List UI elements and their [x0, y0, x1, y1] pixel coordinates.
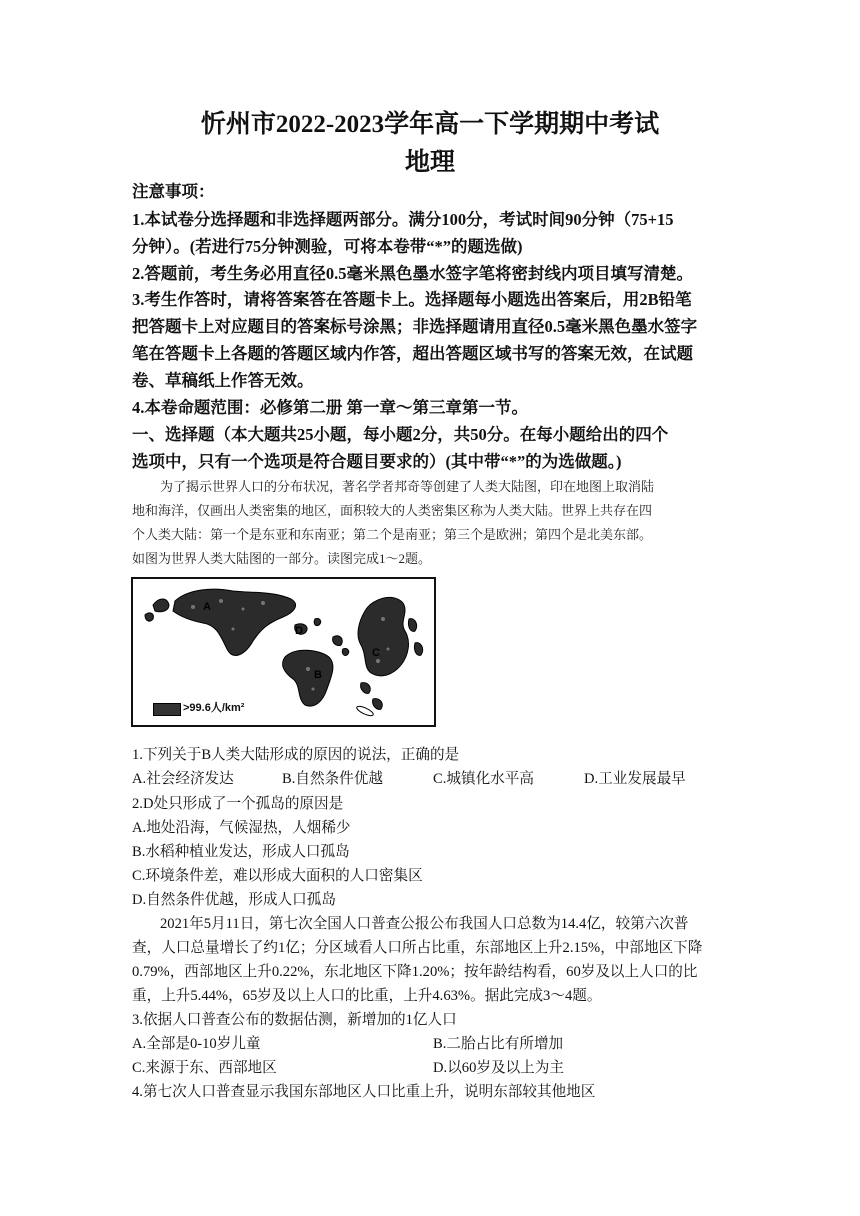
answer-option: D.自然条件优越，形成人口孤岛	[132, 892, 336, 908]
answer-option: D.工业发展最早	[584, 771, 686, 787]
question-stem: 4.第七次人口普查显示我国东部地区人口比重上升，说明东部较其他地区	[132, 1084, 596, 1100]
notes-heading: 注意事项：	[132, 182, 215, 201]
answer-option: B.二胎占比有所增加	[433, 1036, 564, 1052]
passage-line: 个人类大陆：第一个是东亚和东南亚；第二个是南亚；第三个是欧洲；第四个是北美东部。	[132, 527, 653, 542]
question-stem: 3.依据人口普查公布的数据估测，新增加的1亿人口	[132, 1012, 457, 1028]
legend-label: >99.6人/km²	[183, 702, 245, 714]
passage-line: 重，上升5.44%，65岁及以上人口的比重，上升4.63%。据此完成3～4题。	[132, 988, 602, 1004]
answer-option: C.来源于东、西部地区	[132, 1060, 277, 1076]
passage-line: 地和海洋，仅画出人类密集的地区，面积较大的人类密集区称为人类大陆。世界上共存在四	[132, 503, 653, 518]
exam-subject: 地理	[404, 149, 455, 176]
answer-option: B.自然条件优越	[282, 771, 383, 787]
answer-option: C.环境条件差，难以形成大面积的人口密集区	[132, 868, 423, 884]
notes-line: 1.本试卷分选择题和非选择题两部分。满分100分，考试时间90分钟（75+15	[132, 210, 674, 229]
question-stem: 1.下列关于B人类大陆形成的原因的说法，正确的是	[132, 747, 460, 763]
map-label-b: B	[314, 669, 322, 681]
population-continent-map	[131, 577, 436, 727]
legend-swatch	[153, 703, 181, 716]
notes-line: 4.本卷命题范围：必修第二册 第一章～第三章第一节。	[132, 398, 528, 417]
question-stem: 2.D处只形成了一个孤岛的原因是	[132, 796, 344, 812]
answer-option: B.水稻种植业发达，形成人口孤岛	[132, 844, 350, 860]
notes-line: 2.答题前，考生务必用直径0.5毫米黑色墨水签字笔将密封线内项目填写清楚。	[132, 264, 693, 283]
section-heading: 选项中，只有一个选项是符合题目要求的）(其中带“*”的为选做题。)	[132, 452, 622, 471]
answer-option: A.全部是0-10岁儿童	[132, 1036, 261, 1052]
answer-option: A.地处沿海，气候湿热，人烟稀少	[132, 820, 351, 836]
passage-line: 如图为世界人类大陆图的一部分。读图完成1～2题。	[132, 551, 432, 566]
map-label-c: C	[372, 647, 380, 659]
map-label-a: A	[203, 601, 211, 613]
answer-option: C.城镇化水平高	[433, 771, 534, 787]
answer-option: A.社会经济发达	[132, 771, 234, 787]
passage-line: 2021年5月11日，第七次全国人口普查公报公布我国人口总数为14.4亿，较第六次普	[160, 916, 689, 932]
exam-title: 忻州市2022-2023学年高一下学期期中考试	[200, 111, 660, 138]
notes-line: 把答题卡上对应题目的答案标号涂黑；非选择题请用直径0.5毫米黑色墨水签字	[132, 317, 698, 336]
map-label-d: D	[295, 625, 303, 637]
passage-line: 为了揭示世界人口的分布状况，著名学者邦奇等创建了人类大陆图，印在地图上取消陆	[160, 479, 655, 494]
notes-line: 分钟）。(若进行75分钟测验，可将本卷带“*”的题选做)	[132, 237, 523, 256]
notes-line: 卷、草稿纸上作答无效。	[132, 371, 314, 390]
notes-line: 笔在答题卡上各题的答题区域内作答，超出答题区域书写的答案无效，在试题	[132, 344, 693, 363]
section-heading: 一、选择题（本大题共25小题，每小题2分，共50分。在每小题给出的四个	[132, 425, 669, 444]
passage-line: 0.79%，西部地区上升0.22%，东北地区下降1.20%；按年龄结构看，60岁及以上人口的比	[132, 964, 698, 980]
passage-line: 查，人口总量增长了约1亿；分区域看人口所占比重，东部地区上升2.15%，中部地区下降	[132, 940, 703, 956]
notes-line: 3.考生作答时，请将答案答在答题卡上。选择题每小题选出答案后，用2B铅笔	[132, 290, 692, 309]
answer-option: D.以60岁及以上为主	[433, 1060, 564, 1076]
